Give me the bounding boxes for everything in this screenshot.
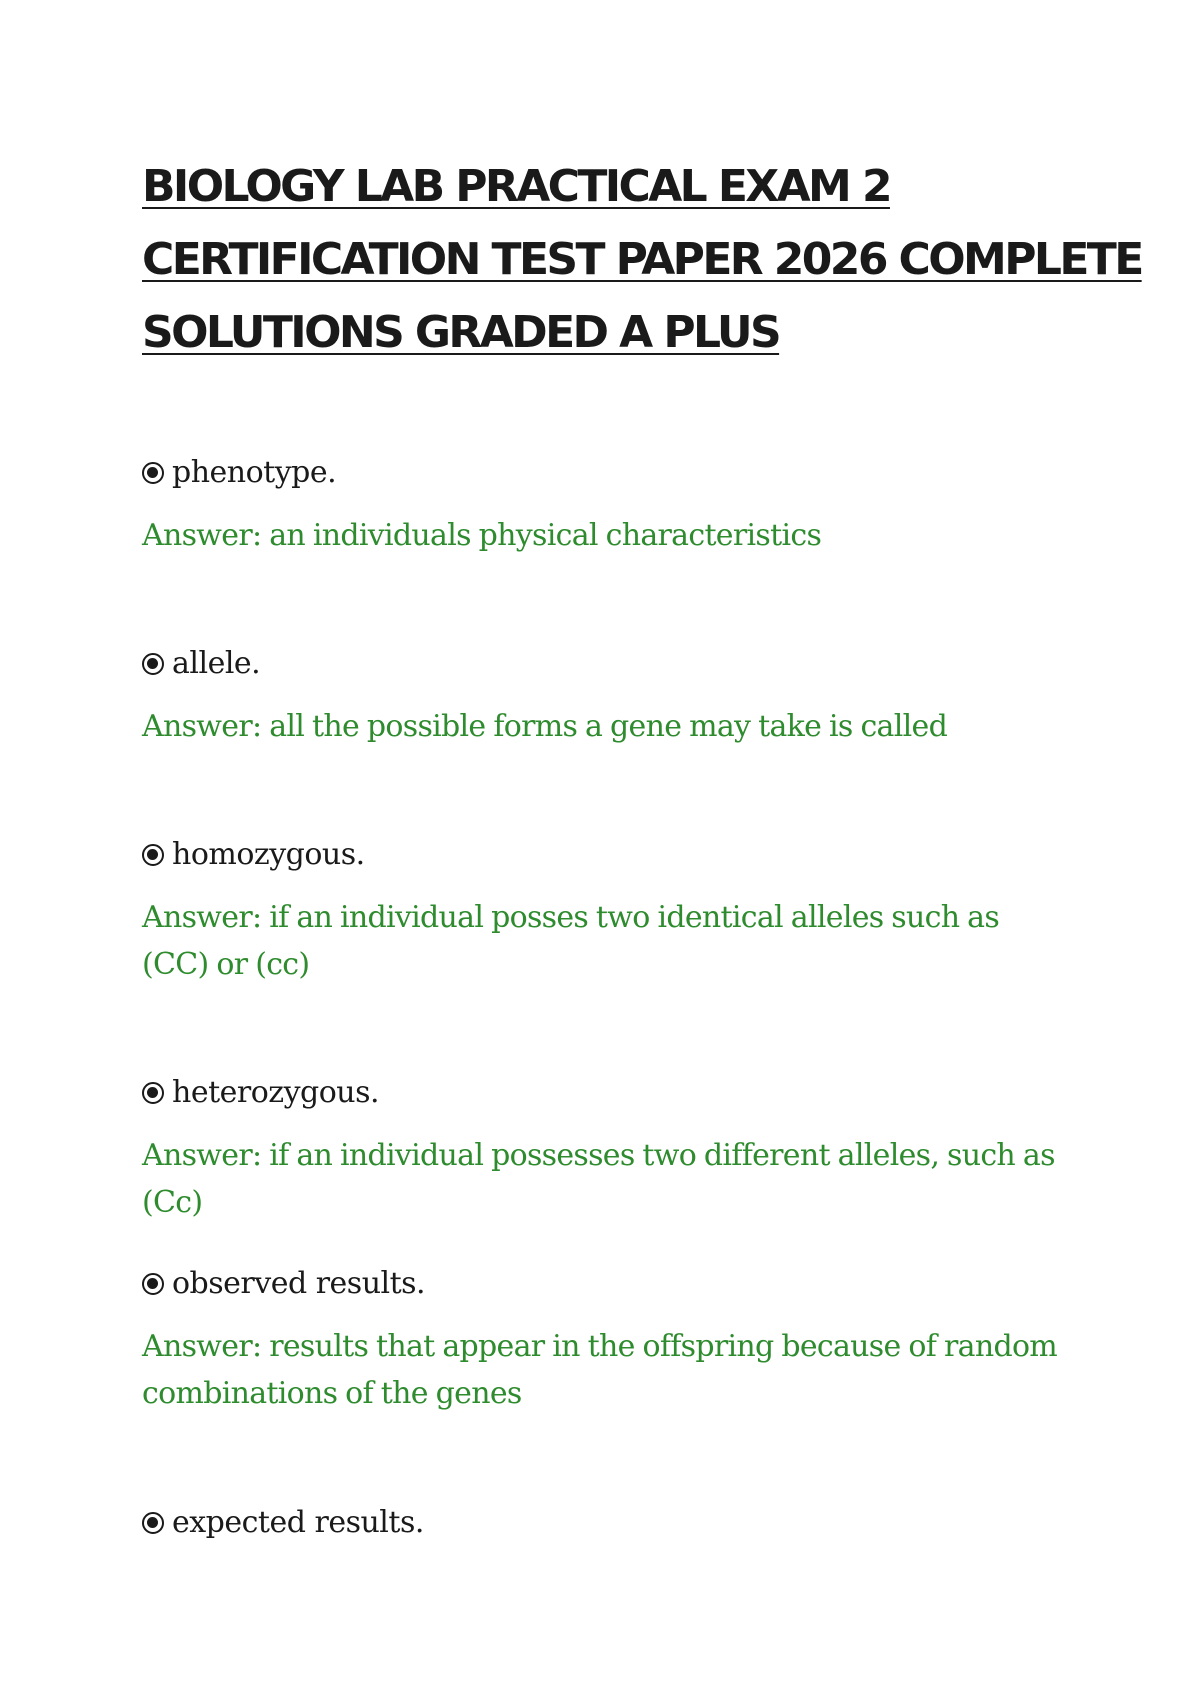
radio-bullet-icon	[142, 844, 164, 866]
qa-item-homozygous	[142, 836, 1072, 988]
title-line: SOLUTIONS GRADED A PLUS	[142, 307, 780, 358]
radio-bullet-icon	[142, 1082, 164, 1104]
question	[142, 1265, 1072, 1303]
qa-item-allele	[142, 645, 1072, 750]
radio-bullet-icon	[142, 1512, 164, 1534]
question-text: expected results.	[172, 1505, 424, 1540]
question	[142, 836, 1072, 874]
document-title	[142, 150, 1142, 369]
question-text: allele.	[172, 646, 261, 681]
answer-text: Answer: results that appear in the offspring because of random combinations of the genes	[142, 1329, 1058, 1411]
question-text: homozygous.	[172, 837, 365, 872]
question	[142, 645, 1072, 683]
title-line: CERTIFICATION TEST PAPER 2026 COMPLETE	[142, 234, 1142, 285]
question	[142, 1504, 1072, 1542]
qa-item-observed-results	[142, 1265, 1072, 1417]
question-text: observed results.	[172, 1266, 426, 1301]
qa-item-expected-results	[142, 1504, 1072, 1542]
radio-bullet-icon	[142, 1273, 164, 1295]
qa-item-phenotype	[142, 454, 1072, 559]
question-text: heterozygous.	[172, 1075, 380, 1110]
answer-text: Answer: if an individual possesses two different alleles, such as (Cc)	[142, 1138, 1055, 1220]
answer-text: Answer: all the possible forms a gene may take is called	[142, 709, 948, 744]
qa-item-heterozygous	[142, 1074, 1072, 1226]
title-line: BIOLOGY LAB PRACTICAL EXAM 2	[142, 161, 890, 212]
answer-text: Answer: if an individual posses two identical alleles such as (CC) or (cc)	[142, 900, 1000, 982]
answer-text: Answer: an individuals physical characteristics	[142, 518, 822, 553]
radio-bullet-icon	[142, 462, 164, 484]
question-text: phenotype.	[172, 455, 337, 490]
question	[142, 454, 1072, 492]
radio-bullet-icon	[142, 653, 164, 675]
question	[142, 1074, 1072, 1112]
